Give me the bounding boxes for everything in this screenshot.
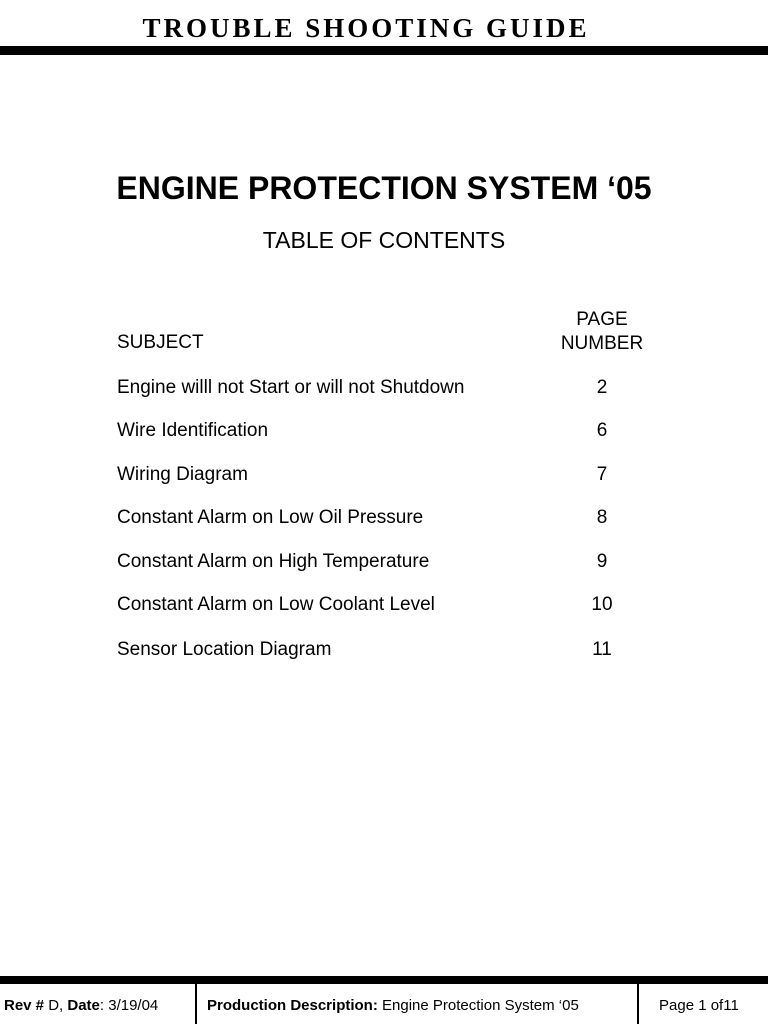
page-footer: [0, 984, 768, 1024]
toc-subject: Constant Alarm on High Temperature: [117, 551, 430, 572]
footer-separator: [637, 984, 639, 1024]
toc-page-number: 7: [596, 464, 608, 485]
toc-subject: Constant Alarm on Low Coolant Level: [117, 594, 435, 615]
toc-page-number: 2: [596, 377, 608, 398]
toc-subject: Wire Identification: [117, 420, 269, 441]
toc-row: [0, 376, 768, 400]
toc-page-number: 9: [596, 551, 608, 572]
toc-row: [0, 593, 768, 617]
toc-subject-header: SUBJECT: [117, 332, 204, 353]
toc-page-header-line2: NUMBER: [560, 333, 644, 354]
footer-revision: [4, 984, 158, 1024]
toc-subject: Constant Alarm on Low Oil Pressure: [117, 507, 424, 528]
toc-row: [0, 506, 768, 530]
footer-divider: [0, 976, 768, 984]
toc-subject: Wiring Diagram: [117, 464, 248, 485]
footer-separator: [195, 984, 197, 1024]
toc-page-number: 8: [596, 507, 608, 528]
footer-description-label: Production Description:: [207, 997, 378, 1014]
footer-date-value: : 3/19/04: [99, 997, 159, 1014]
footer-description: [207, 984, 579, 1024]
toc-row: [0, 638, 768, 662]
toc-page-number: 11: [592, 639, 612, 660]
footer-date-label: Date: [67, 997, 100, 1014]
toc-page-number: 10: [591, 594, 613, 615]
header-divider: [0, 46, 768, 55]
toc-row: [0, 463, 768, 487]
footer-page-indicator: Page 1 of11: [659, 997, 739, 1014]
toc-row: [0, 419, 768, 443]
toc-page-number: 6: [596, 420, 608, 441]
document-title: ENGINE PROTECTION SYSTEM ‘05: [116, 170, 652, 206]
toc-page-header-line1: PAGE: [576, 309, 628, 330]
footer-rev-value: D,: [48, 997, 64, 1014]
toc-subject: Engine willl not Start or will not Shutdown: [117, 377, 465, 398]
toc-page-header: [542, 308, 662, 356]
document-subtitle: TABLE OF CONTENTS: [262, 227, 506, 253]
toc-subject: Sensor Location Diagram: [117, 639, 332, 660]
toc-row: [0, 550, 768, 574]
header-title: TROUBLE SHOOTING GUIDE: [142, 13, 590, 43]
footer-rev-label: Rev #: [4, 997, 45, 1014]
footer-description-value: Engine Protection System ‘05: [382, 997, 579, 1014]
